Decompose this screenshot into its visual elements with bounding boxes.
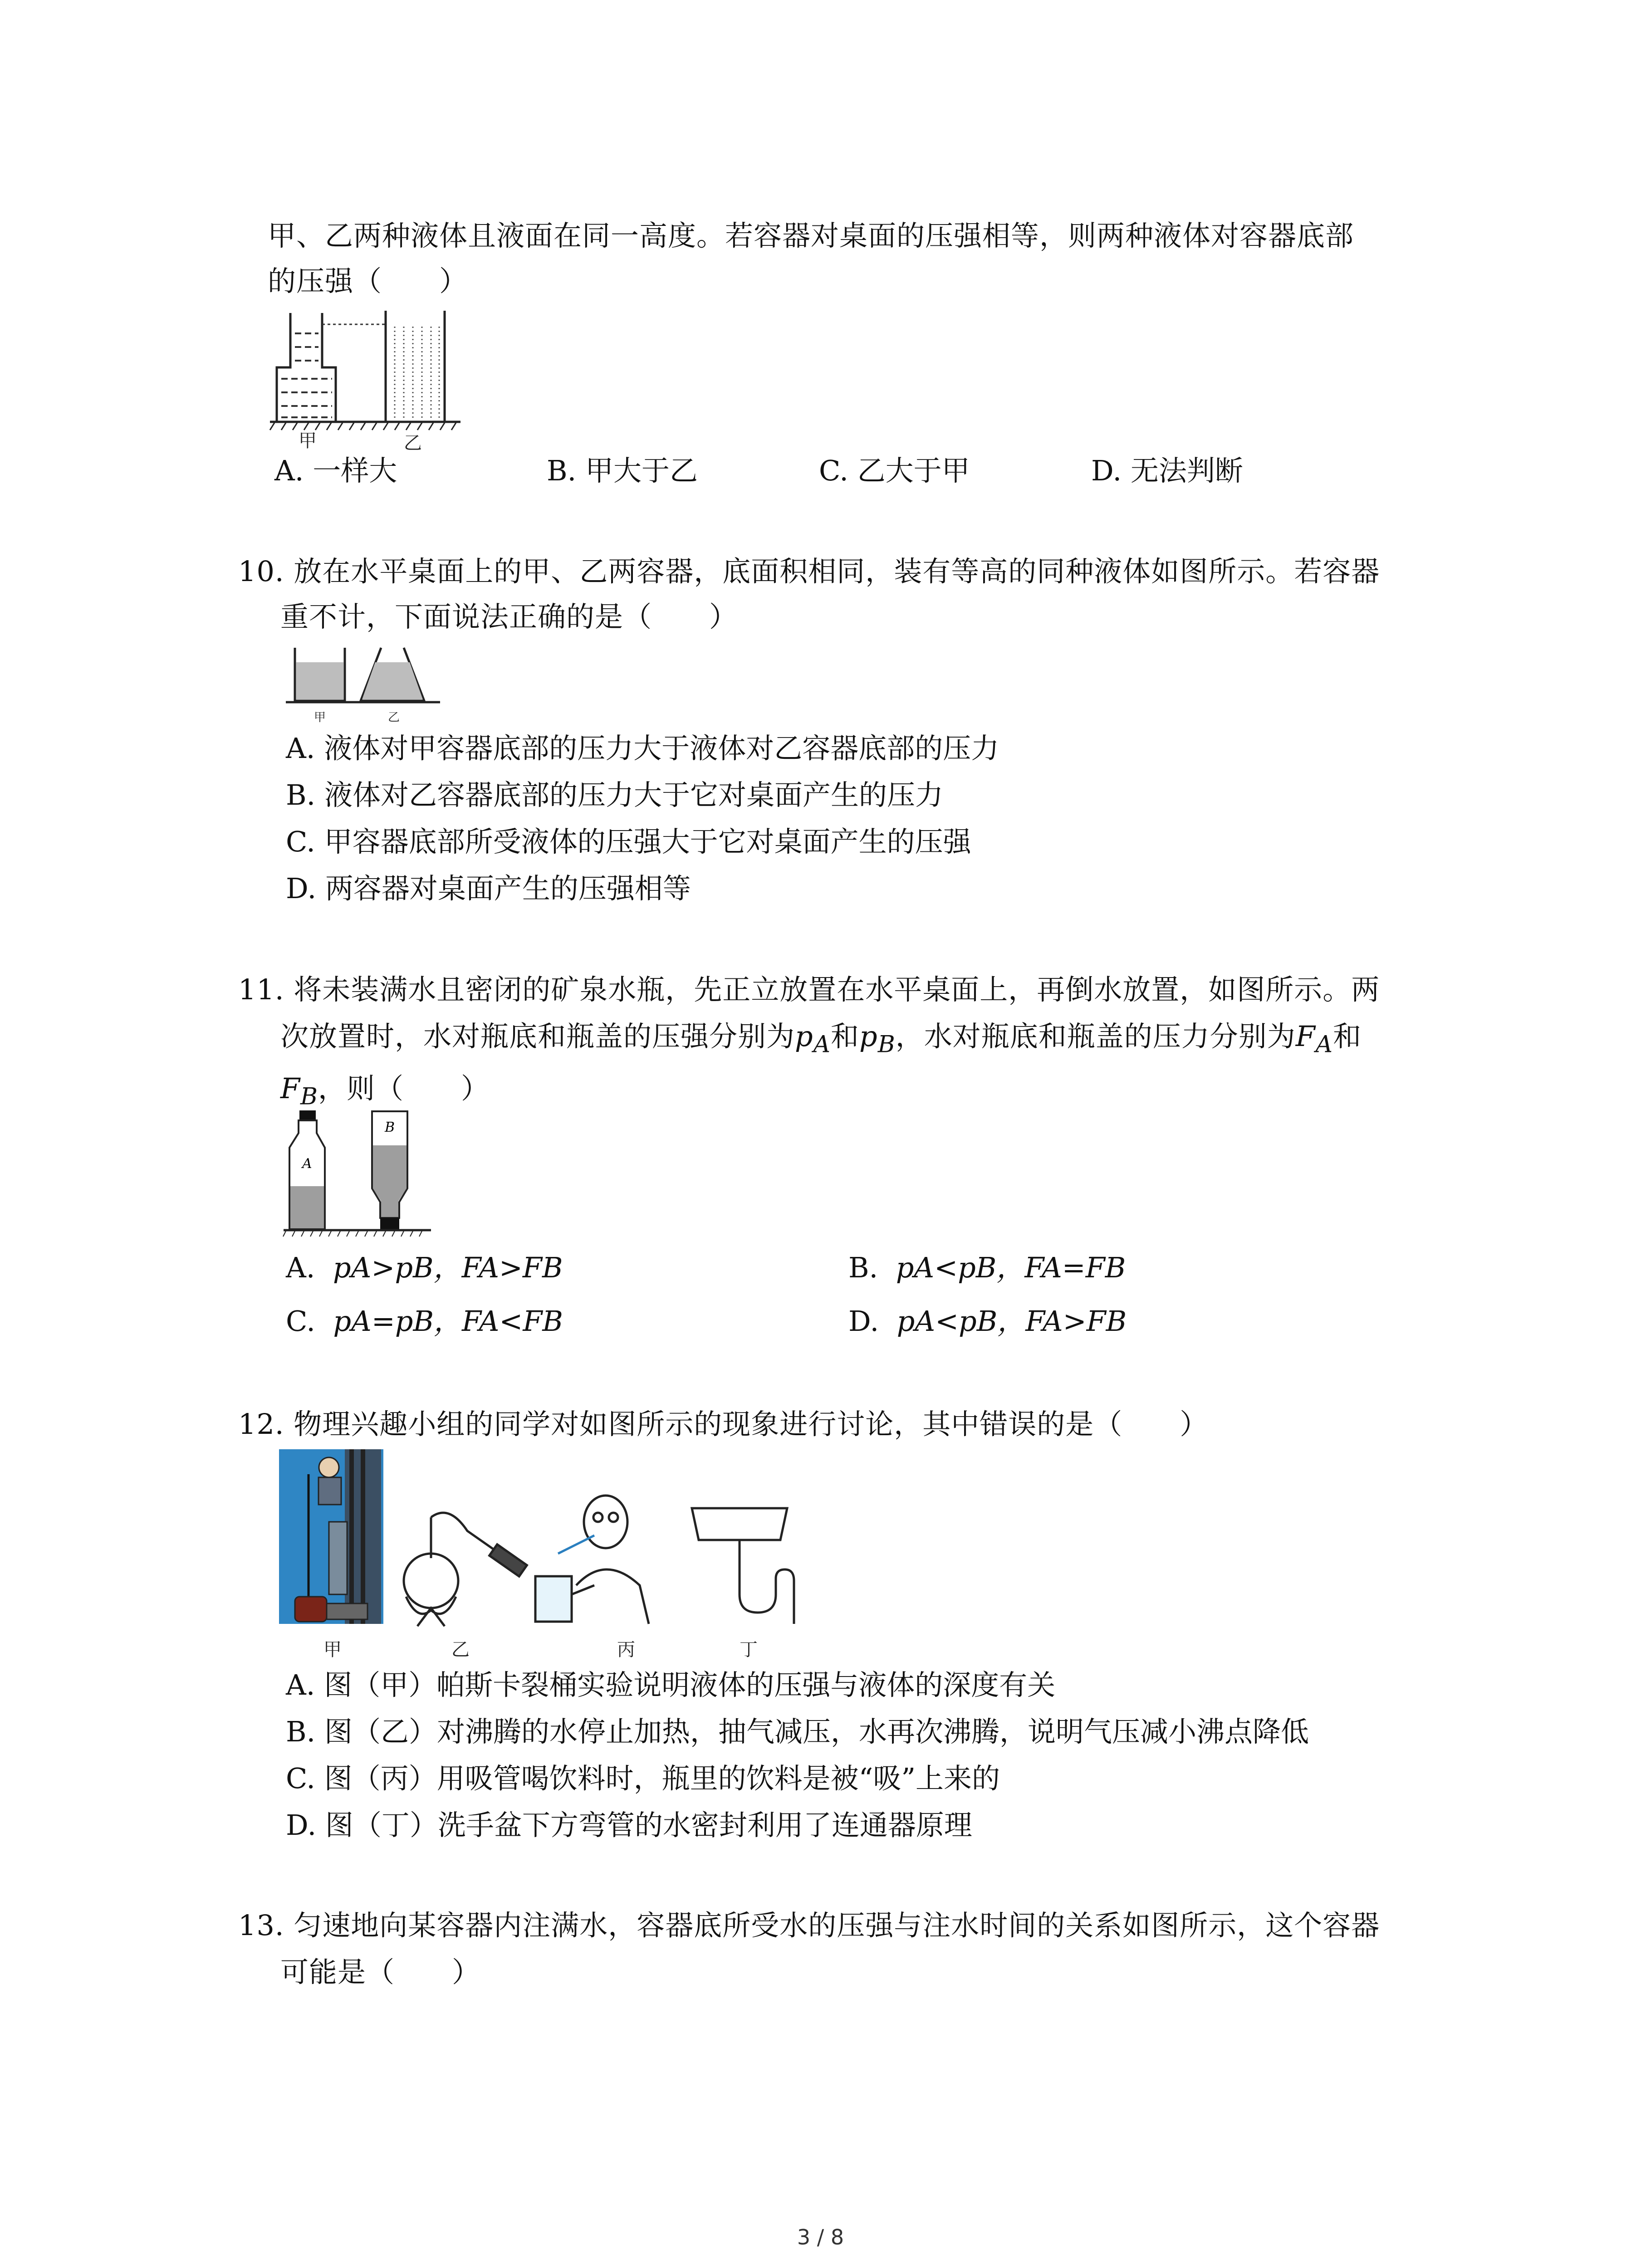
q11-option-c[interactable] [286, 1299, 563, 1344]
q11-stem-line2-part-c: ，水对瓶底和瓶盖的压力分别为 [895, 1020, 1296, 1053]
q12-stem: 12. 物理兴趣小组的同学对如图所示的现象进行讨论，其中错误的是（ ） [238, 1408, 1209, 1441]
q9-stem-line1: 甲、乙两种液体且液面在同一高度。若容器对桌面的压强相等，则两种液体对容器底部 [268, 219, 1354, 252]
q11-symbol-pb: $p_B$ [859, 1020, 896, 1058]
q10-fig-label-yi: 乙 [388, 711, 400, 724]
q10-option-d[interactable]: D. 两容器对桌面产生的压强相等 [286, 872, 691, 905]
q11-stem-line2 [280, 1014, 1362, 1067]
q12-fig-label-yi: 乙 [451, 1639, 470, 1660]
q12-option-b[interactable]: B. 图（乙）对沸腾的水停止加热，抽气减压，水再次沸腾，说明气压减小沸点降低 [286, 1715, 1309, 1748]
q11-symbol-fa: $F_A$ [1295, 1020, 1333, 1058]
q11-option-b-letter: B. [848, 1251, 878, 1284]
page-number: 3 / 8 [797, 2225, 844, 2249]
q11-stem-line1: 11. 将未装满水且密闭的矿泉水瓶，先正立放置在水平桌面上，再倒水放置，如图所示。两 [238, 973, 1380, 1006]
q11-option-a-text: pA>pB，FA>FB [333, 1251, 563, 1284]
q9-fig-label-jia: 甲 [299, 430, 317, 451]
q9-option-b[interactable]: B. 甲大于乙 [547, 454, 698, 487]
q11-stem-line2-part-d: 和 [1333, 1020, 1362, 1053]
q11-option-a[interactable] [286, 1245, 563, 1290]
q12-fig-label-jia: 甲 [323, 1639, 342, 1660]
q10-stem-line1: 10. 放在水平桌面上的甲、乙两容器，底面积相同，装有等高的同种液体如图所示。若容器 [238, 555, 1380, 588]
q11-option-b-text: pA<pB，FA=FB [896, 1251, 1126, 1284]
q11-stem-line2-part-a: 次放置时，水对瓶底和瓶盖的压强分别为 [280, 1020, 795, 1053]
q10-option-b[interactable]: B. 液体对乙容器底部的压力大于它对桌面产生的压力 [286, 778, 943, 811]
q11-option-c-text: pA=pB，FA<FB [333, 1305, 563, 1338]
q10-stem-line2: 重不计，下面说法正确的是（ ） [280, 600, 738, 633]
q9-figure [268, 308, 467, 454]
q9-option-a[interactable]: A. 一样大 [274, 454, 397, 487]
q10-figure [286, 644, 449, 726]
q11-stem-line3-part-b: ，则（ ） [318, 1072, 490, 1105]
q12-fig-label-ding: 丁 [740, 1639, 758, 1660]
q11-option-d[interactable] [848, 1299, 1127, 1344]
q11-option-a-letter: A. [286, 1251, 315, 1284]
q10-fig-label-jia: 甲 [314, 711, 326, 724]
q13-stem-line1: 13. 匀速地向某容器内注满水，容器底所受水的压强与注水时间的关系如图所示，这个容器 [238, 1909, 1380, 1942]
q9-stem-line2: 的压强（ ） [268, 264, 468, 298]
q10-option-a[interactable]: A. 液体对甲容器底部的压力大于液体对乙容器底部的压力 [286, 732, 999, 765]
q12-figure [277, 1449, 808, 1665]
flask-syringe-image [404, 1513, 527, 1626]
sink-trap-image [692, 1508, 794, 1624]
q9-fig-label-yi: 乙 [404, 433, 422, 454]
q10-option-c[interactable]: C. 甲容器底部所受液体的压强大于它对桌面产生的压强 [286, 825, 971, 858]
q11-option-b[interactable] [848, 1245, 1126, 1290]
q12-option-d[interactable]: D. 图（丁）洗手盆下方弯管的水密封利用了连通器原理 [286, 1809, 972, 1842]
pascal-barrel-image [279, 1449, 383, 1624]
q11-option-d-text: pA<pB，FA>FB [896, 1305, 1127, 1338]
q11-stem-line2-part-b: 和 [831, 1020, 860, 1053]
q11-symbol-pa: $p_A$ [795, 1020, 831, 1058]
q11-fig-label-a: A [302, 1156, 312, 1172]
q11-fig-label-b: B [385, 1119, 395, 1135]
q11-option-d-letter: D. [848, 1305, 879, 1338]
q9-option-d[interactable]: D. 无法判断 [1091, 454, 1243, 487]
q11-symbol-fb: $F_B$ [280, 1072, 318, 1110]
man-drinking-image [535, 1496, 649, 1624]
q9-option-c[interactable]: C. 乙大于甲 [819, 454, 970, 487]
q11-figure [281, 1107, 445, 1243]
q11-option-c-letter: C. [286, 1305, 315, 1338]
q12-option-c[interactable]: C. 图（丙）用吸管喝饮料时，瓶里的饮料是被“吸”上来的 [286, 1762, 1000, 1795]
q13-stem-line2: 可能是（ ） [280, 1955, 481, 1989]
q12-option-a[interactable]: A. 图（甲）帕斯卡裂桶实验说明液体的压强与液体的深度有关 [286, 1668, 1056, 1701]
q12-fig-label-bing: 丙 [617, 1639, 635, 1660]
